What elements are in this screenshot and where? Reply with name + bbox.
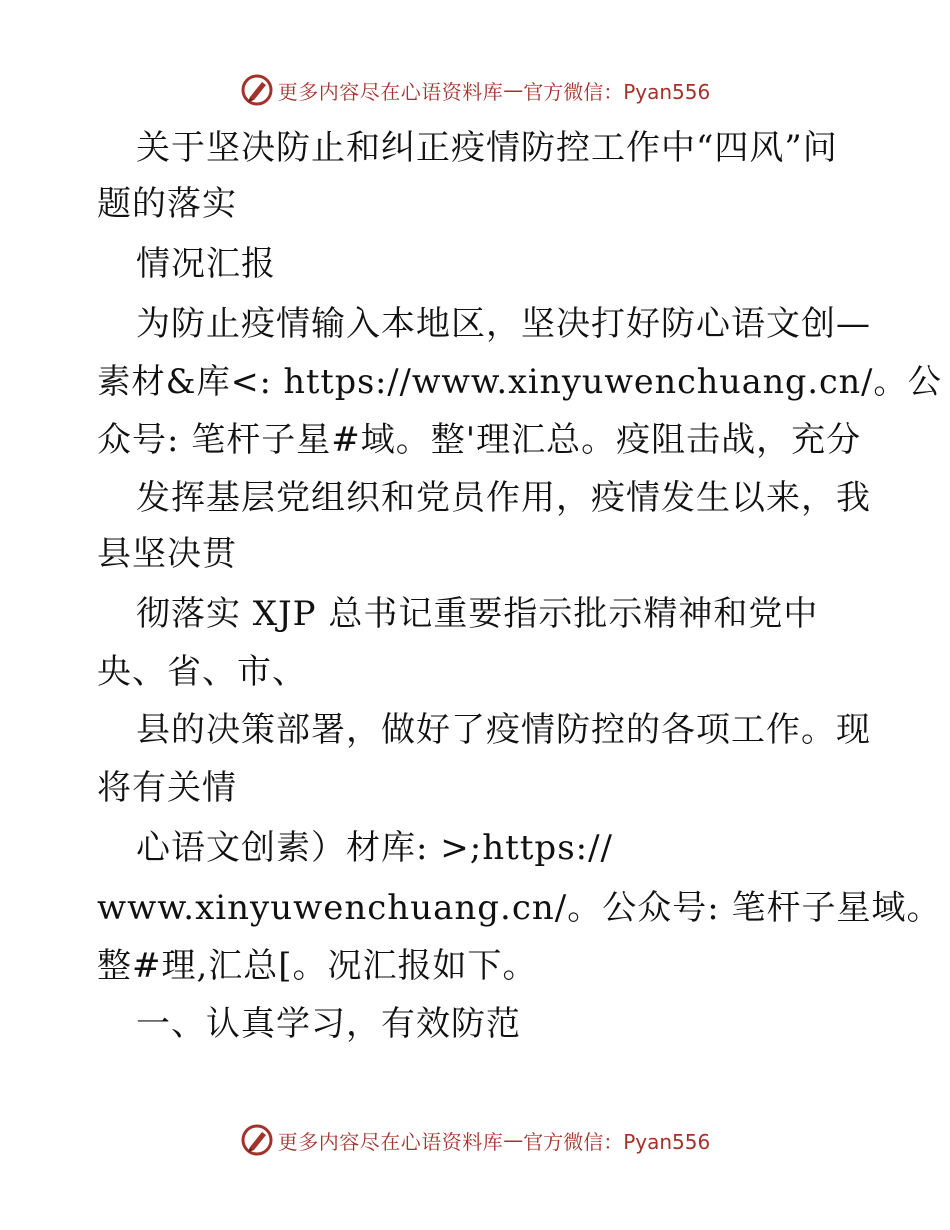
doc-line: 发挥基层党组织和党员作用，疫情发生以来，我 [136, 478, 871, 518]
doc-line: 心语文创素）材库: >;https:// [136, 828, 614, 868]
doc-line: 众号: 笔杆子星#域。整'理汇总。疫阻击战，充分 [97, 420, 862, 460]
doc-line: 素材&库<: https://www.xinyuwenchuang.cn/。公 [97, 362, 943, 402]
doc-line: 情况汇报 [136, 244, 276, 284]
doc-line: 将有关情 [97, 768, 237, 808]
pen-logo-icon [240, 73, 274, 107]
doc-line: 一、认真学习，有效防范 [136, 1004, 521, 1044]
header-banner-text: 更多内容尽在心语资料库 [277, 79, 504, 104]
doc-line: 彻落实 XJP 总书记重要指示批示精神和党中 [136, 594, 819, 634]
doc-line: 县的决策部署，做好了疫情防控的各项工作。现 [136, 710, 871, 750]
footer-banner-separator: — [503, 1128, 524, 1152]
footer-banner-wechat: 官方微信：Pyan556 [523, 1129, 711, 1154]
doc-line: 关于坚决防止和纠正疫情防控工作中“四风”问 [136, 128, 838, 168]
header-banner [0, 70, 950, 110]
footer-banner-text: 更多内容尽在心语资料库 [277, 1129, 504, 1154]
footer-banner [0, 1120, 950, 1160]
doc-line: 为防止疫情输入本地区，坚决打好防心语文创— [136, 304, 871, 344]
doc-line: 整#理,汇总[。况汇报如下。 [97, 946, 538, 986]
doc-line: 题的落实 [97, 184, 237, 224]
header-banner-separator: — [503, 78, 524, 102]
doc-line: 央、省、市、 [97, 652, 307, 692]
header-banner-wechat: 官方微信：Pyan556 [523, 79, 711, 104]
doc-line: 县坚决贯 [97, 534, 237, 574]
pen-logo-icon [240, 1123, 274, 1157]
doc-line: www.xinyuwenchuang.cn/。公众号: 笔杆子星域。 [97, 888, 942, 928]
